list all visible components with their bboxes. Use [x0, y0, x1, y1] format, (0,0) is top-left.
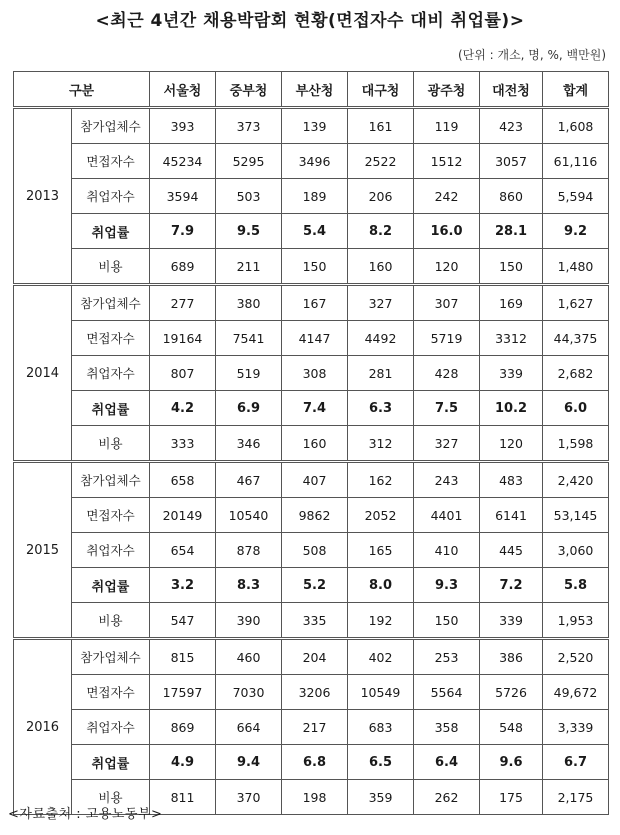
value-cell: 9.2 [543, 214, 609, 249]
row-label: 면접자수 [72, 675, 150, 710]
value-cell: 6.7 [543, 745, 609, 780]
value-cell: 20149 [150, 498, 216, 533]
header-busan: 부산청 [282, 72, 348, 108]
value-cell: 281 [348, 356, 414, 391]
value-cell: 7.5 [414, 391, 480, 426]
document-title: <최근 4년간 채용박람회 현황(면접자수 대비 취업률)> [95, 11, 525, 31]
value-cell: 339 [480, 603, 543, 639]
value-cell: 160 [348, 249, 414, 285]
value-cell: 428 [414, 356, 480, 391]
year-cell: 2014 [14, 285, 72, 462]
value-cell: 860 [480, 179, 543, 214]
value-cell: 262 [414, 780, 480, 815]
value-cell: 5,594 [543, 179, 609, 214]
table-row [14, 675, 609, 710]
value-cell: 5719 [414, 321, 480, 356]
value-cell: 878 [216, 533, 282, 568]
header-daegu: 대구청 [348, 72, 414, 108]
value-cell: 3594 [150, 179, 216, 214]
value-cell: 312 [348, 426, 414, 462]
value-cell: 119 [414, 108, 480, 144]
table-body [14, 108, 609, 815]
value-cell: 445 [480, 533, 543, 568]
value-cell: 6.5 [348, 745, 414, 780]
value-cell: 359 [348, 780, 414, 815]
value-cell: 2,175 [543, 780, 609, 815]
value-cell: 6.4 [414, 745, 480, 780]
value-cell: 869 [150, 710, 216, 745]
value-cell: 169 [480, 285, 543, 321]
value-cell: 3,060 [543, 533, 609, 568]
value-cell: 7030 [216, 675, 282, 710]
row-label: 면접자수 [72, 144, 150, 179]
value-cell: 53,145 [543, 498, 609, 533]
table-row [14, 710, 609, 745]
row-label: 비용 [72, 426, 150, 462]
value-cell: 7.2 [480, 568, 543, 603]
value-cell: 8.0 [348, 568, 414, 603]
value-cell: 333 [150, 426, 216, 462]
row-label: 취업자수 [72, 710, 150, 745]
value-cell: 807 [150, 356, 216, 391]
row-label: 참가업체수 [72, 108, 150, 144]
table-row [14, 214, 609, 249]
value-cell: 4401 [414, 498, 480, 533]
value-cell: 483 [480, 462, 543, 498]
value-cell: 192 [348, 603, 414, 639]
row-label: 비용 [72, 249, 150, 285]
value-cell: 393 [150, 108, 216, 144]
value-cell: 150 [414, 603, 480, 639]
value-cell: 407 [282, 462, 348, 498]
value-cell: 1,608 [543, 108, 609, 144]
value-cell: 9.5 [216, 214, 282, 249]
value-cell: 120 [414, 249, 480, 285]
table-row [14, 462, 609, 498]
header-gwangju: 광주청 [414, 72, 480, 108]
value-cell: 689 [150, 249, 216, 285]
value-cell: 327 [414, 426, 480, 462]
value-cell: 44,375 [543, 321, 609, 356]
row-label: 참가업체수 [72, 639, 150, 675]
table-row [14, 321, 609, 356]
table-row [14, 639, 609, 675]
value-cell: 4492 [348, 321, 414, 356]
value-cell: 1,598 [543, 426, 609, 462]
value-cell: 5.2 [282, 568, 348, 603]
value-cell: 3,339 [543, 710, 609, 745]
value-cell: 664 [216, 710, 282, 745]
value-cell: 139 [282, 108, 348, 144]
value-cell: 339 [480, 356, 543, 391]
value-cell: 9862 [282, 498, 348, 533]
value-cell: 198 [282, 780, 348, 815]
value-cell: 150 [480, 249, 543, 285]
value-cell: 6141 [480, 498, 543, 533]
value-cell: 10.2 [480, 391, 543, 426]
table-row [14, 108, 609, 144]
table-row [14, 285, 609, 321]
value-cell: 217 [282, 710, 348, 745]
value-cell: 386 [480, 639, 543, 675]
value-cell: 3496 [282, 144, 348, 179]
value-cell: 3206 [282, 675, 348, 710]
header-jungbu: 중부청 [216, 72, 282, 108]
value-cell: 120 [480, 426, 543, 462]
row-label: 취업률 [72, 568, 150, 603]
value-cell: 2052 [348, 498, 414, 533]
value-cell: 335 [282, 603, 348, 639]
value-cell: 45234 [150, 144, 216, 179]
value-cell: 17597 [150, 675, 216, 710]
value-cell: 253 [414, 639, 480, 675]
header-daejeon: 대전청 [480, 72, 543, 108]
value-cell: 1,627 [543, 285, 609, 321]
row-label: 취업률 [72, 391, 150, 426]
value-cell: 61,116 [543, 144, 609, 179]
value-cell: 308 [282, 356, 348, 391]
value-cell: 9.3 [414, 568, 480, 603]
row-label: 면접자수 [72, 321, 150, 356]
value-cell: 9.6 [480, 745, 543, 780]
value-cell: 160 [282, 426, 348, 462]
value-cell: 4.2 [150, 391, 216, 426]
header-category: 구분 [14, 72, 150, 108]
value-cell: 6.8 [282, 745, 348, 780]
value-cell: 373 [216, 108, 282, 144]
value-cell: 9.4 [216, 745, 282, 780]
table-row [14, 498, 609, 533]
value-cell: 6.3 [348, 391, 414, 426]
value-cell: 8.2 [348, 214, 414, 249]
value-cell: 4147 [282, 321, 348, 356]
value-cell: 7.9 [150, 214, 216, 249]
value-cell: 346 [216, 426, 282, 462]
table-row [14, 568, 609, 603]
value-cell: 150 [282, 249, 348, 285]
row-label: 취업자수 [72, 356, 150, 391]
value-cell: 548 [480, 710, 543, 745]
table-row [14, 745, 609, 780]
row-label: 취업자수 [72, 533, 150, 568]
value-cell: 189 [282, 179, 348, 214]
value-cell: 49,672 [543, 675, 609, 710]
row-label: 비용 [72, 603, 150, 639]
value-cell: 206 [348, 179, 414, 214]
value-cell: 3.2 [150, 568, 216, 603]
value-cell: 1,480 [543, 249, 609, 285]
table-row [14, 603, 609, 639]
value-cell: 2,682 [543, 356, 609, 391]
value-cell: 410 [414, 533, 480, 568]
value-cell: 242 [414, 179, 480, 214]
value-cell: 8.3 [216, 568, 282, 603]
value-cell: 683 [348, 710, 414, 745]
value-cell: 460 [216, 639, 282, 675]
value-cell: 211 [216, 249, 282, 285]
value-cell: 162 [348, 462, 414, 498]
value-cell: 508 [282, 533, 348, 568]
row-label: 취업자수 [72, 179, 150, 214]
value-cell: 380 [216, 285, 282, 321]
value-cell: 547 [150, 603, 216, 639]
value-cell: 402 [348, 639, 414, 675]
value-cell: 7.4 [282, 391, 348, 426]
value-cell: 390 [216, 603, 282, 639]
value-cell: 5564 [414, 675, 480, 710]
row-label: 취업률 [72, 214, 150, 249]
source-note: <자료출처 : 고용노동부> [8, 807, 163, 822]
table-row [14, 391, 609, 426]
value-cell: 370 [216, 780, 282, 815]
value-cell: 5.4 [282, 214, 348, 249]
value-cell: 1,953 [543, 603, 609, 639]
value-cell: 28.1 [480, 214, 543, 249]
value-cell: 519 [216, 356, 282, 391]
value-cell: 6.9 [216, 391, 282, 426]
value-cell: 7541 [216, 321, 282, 356]
value-cell: 327 [348, 285, 414, 321]
value-cell: 3312 [480, 321, 543, 356]
table-row [14, 144, 609, 179]
value-cell: 243 [414, 462, 480, 498]
row-label: 비용 [72, 780, 150, 815]
value-cell: 503 [216, 179, 282, 214]
row-label: 면접자수 [72, 498, 150, 533]
value-cell: 204 [282, 639, 348, 675]
value-cell: 2522 [348, 144, 414, 179]
value-cell: 10549 [348, 675, 414, 710]
value-cell: 658 [150, 462, 216, 498]
value-cell: 5295 [216, 144, 282, 179]
table-row [14, 356, 609, 391]
table-row [14, 179, 609, 214]
row-label: 취업률 [72, 745, 150, 780]
value-cell: 16.0 [414, 214, 480, 249]
value-cell: 811 [150, 780, 216, 815]
header-total: 합계 [543, 72, 609, 108]
value-cell: 3057 [480, 144, 543, 179]
value-cell: 5.8 [543, 568, 609, 603]
value-cell: 19164 [150, 321, 216, 356]
row-label: 참가업체수 [72, 285, 150, 321]
year-cell: 2013 [14, 108, 72, 285]
value-cell: 815 [150, 639, 216, 675]
header-seoul: 서울청 [150, 72, 216, 108]
value-cell: 167 [282, 285, 348, 321]
value-cell: 307 [414, 285, 480, 321]
value-cell: 165 [348, 533, 414, 568]
value-cell: 423 [480, 108, 543, 144]
value-cell: 10540 [216, 498, 282, 533]
value-cell: 1512 [414, 144, 480, 179]
value-cell: 2,520 [543, 639, 609, 675]
table-row [14, 426, 609, 462]
value-cell: 654 [150, 533, 216, 568]
row-label: 참가업체수 [72, 462, 150, 498]
statistics-table [13, 71, 609, 815]
value-cell: 2,420 [543, 462, 609, 498]
header-row [14, 72, 609, 108]
value-cell: 277 [150, 285, 216, 321]
table-row [14, 249, 609, 285]
value-cell: 175 [480, 780, 543, 815]
value-cell: 358 [414, 710, 480, 745]
year-cell: 2016 [14, 639, 72, 815]
value-cell: 467 [216, 462, 282, 498]
value-cell: 4.9 [150, 745, 216, 780]
value-cell: 5726 [480, 675, 543, 710]
value-cell: 6.0 [543, 391, 609, 426]
value-cell: 161 [348, 108, 414, 144]
year-cell: 2015 [14, 462, 72, 639]
table-row [14, 533, 609, 568]
unit-note: (단위 : 개소, 명, %, 백만원) [457, 48, 606, 62]
